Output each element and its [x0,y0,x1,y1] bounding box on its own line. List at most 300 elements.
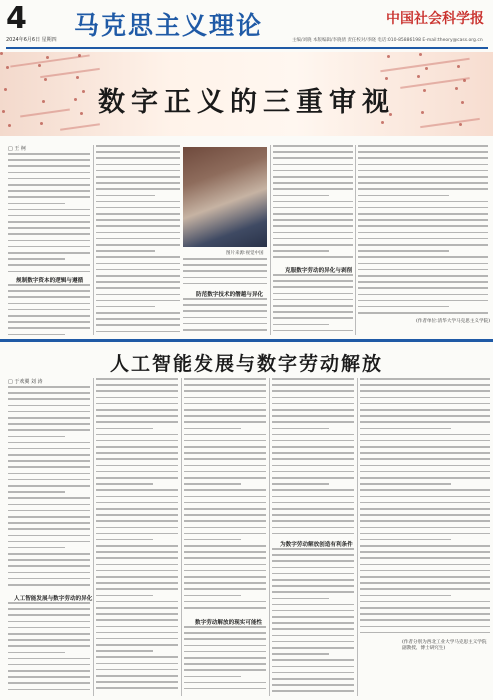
article2-text-col5 [360,378,490,636]
text-line [96,434,178,436]
text-line [96,638,178,640]
text-line [358,300,488,302]
text-line [8,633,90,635]
text-line [272,641,354,643]
text-line [272,560,354,562]
text-line [96,164,180,166]
text-line [272,678,354,680]
text-line [358,256,488,258]
text-line [8,670,90,672]
text-line [96,318,180,320]
article2-text-col3b [184,626,266,696]
text-line [360,446,490,448]
text-line [184,471,266,473]
text-line [96,331,180,333]
text-line [96,207,180,209]
text-line [272,684,354,686]
text-line [8,682,90,684]
text-line [8,689,90,691]
text-line [184,651,266,653]
text-line [96,607,178,609]
text-line [96,256,180,258]
text-line [96,650,153,652]
text-line [8,436,65,438]
text-line [358,213,488,215]
text-line [183,323,267,325]
text-line [8,190,90,192]
text-line [360,514,490,516]
text-line [360,601,490,603]
text-line [184,582,266,584]
text-line [360,483,451,485]
text-line [96,687,178,689]
text-line [8,271,90,273]
text-line [184,557,266,559]
text-line [183,264,267,266]
article2-byline: □ 于欢翼 刘 涛 [8,379,43,385]
text-line [8,165,90,167]
text-line [360,508,490,510]
text-line [272,508,354,510]
text-line [272,520,354,522]
text-line [96,601,178,603]
text-line [272,527,354,529]
text-line [8,178,90,180]
text-line [273,280,353,282]
banner-dot [78,54,81,57]
text-line [8,547,65,549]
text-line [358,287,488,289]
text-line [273,317,353,319]
banner-streak [40,68,100,78]
banner-dot [76,76,79,79]
banner-dot [8,124,11,127]
text-line [273,232,353,234]
text-line [184,514,266,516]
text-line [96,306,155,308]
text-line [273,305,353,307]
text-line [96,275,180,277]
text-line [360,477,490,479]
text-line [273,213,353,215]
banner-dot [457,65,460,68]
text-line [358,182,488,184]
text-line [272,397,354,399]
article1-text-col4b [273,274,353,336]
article2-text-col4b [272,548,354,696]
article1-text-col3a [183,258,267,290]
column-rule [355,145,356,335]
text-line [360,570,490,572]
banner-streak [420,118,480,128]
text-line [96,421,178,423]
text-line [360,440,490,442]
column-rule [270,145,271,335]
text-line [273,244,353,246]
text-line [8,386,90,388]
banner-streak [60,123,100,131]
text-line [272,598,329,600]
text-line [96,626,178,628]
text-line [360,502,490,504]
text-line [273,157,353,159]
text-line [96,300,180,302]
banner-dot [419,53,422,56]
text-line [358,281,488,283]
text-line [96,452,178,454]
text-line [273,324,329,326]
text-line [96,613,178,615]
text-line [360,409,490,411]
text-line [272,440,354,442]
text-line [8,417,90,419]
text-line [360,452,490,454]
text-line [8,639,90,641]
text-line [8,334,65,336]
text-line [8,196,90,198]
text-line [184,657,266,659]
text-line [358,170,488,172]
text-line [358,157,488,159]
text-line [96,496,178,498]
text-line [8,645,90,647]
text-line [8,621,90,623]
text-line [96,232,180,234]
text-line [96,281,180,283]
text-line [272,483,329,485]
article1-text-col5 [358,145,488,317]
text-line [184,483,241,485]
text-line [8,284,90,286]
text-line [272,591,354,593]
column-rule [269,378,270,696]
text-line [358,219,488,221]
text-line [8,233,90,235]
text-line [184,452,266,454]
text-line [8,479,90,481]
text-line [184,527,266,529]
text-line [184,588,266,590]
text-line [360,489,490,491]
text-line [360,428,451,430]
banner-dot [38,64,41,67]
text-line [96,551,178,553]
text-line [360,403,490,405]
text-line [184,551,266,553]
text-line [272,579,354,581]
banner-dot [417,75,420,78]
text-line [273,225,353,227]
text-line [8,559,90,561]
text-line [273,145,353,147]
text-line [360,533,490,535]
text-line [184,465,266,467]
text-line [360,564,490,566]
text-line [184,489,266,491]
banner-dot [0,52,3,55]
issue-date: 2024年6月6日 星期四 [6,37,57,43]
banner-dot [387,55,390,58]
text-line [184,645,266,647]
article1-byline: □ 王 柯 [8,146,26,152]
text-line [96,489,178,491]
text-line [96,656,178,658]
text-line [96,225,180,227]
text-line [96,428,153,430]
text-line [8,504,90,506]
photo-caption: 图片来源:视觉中国 [226,251,264,256]
text-line [8,398,90,400]
text-line [184,397,266,399]
text-line [8,246,90,248]
text-line [184,676,241,678]
text-line [358,312,488,314]
text-line [8,584,90,586]
text-line [273,299,353,301]
text-line [96,188,180,190]
text-line [96,195,155,197]
text-line [96,244,180,246]
text-line [8,153,90,155]
text-line [96,557,178,559]
text-line [273,286,353,288]
article1-text-col4a [273,145,353,265]
text-line [272,672,354,674]
text-line [272,628,354,630]
text-line [96,483,153,485]
text-line [8,221,90,223]
text-line [8,203,65,205]
editor-info: 主编/刘晓 本版编辑/李晓倩 责任校对/李晓 电话:010-85886198 E-mail:theory@cass.org.cn [292,38,483,43]
text-line [183,304,267,306]
text-line [8,541,90,543]
text-line [8,491,65,493]
text-line [8,315,90,317]
article2-text-col4a [272,378,354,538]
article1-text-col2 [96,145,180,335]
text-line [96,324,180,326]
text-line [8,227,90,229]
article1-subhead-1: 规制数字资本的逻辑与遵循 [16,278,84,284]
text-line [272,434,354,436]
text-line [273,188,353,190]
text-line [96,397,178,399]
text-line [273,151,353,153]
column-rule [181,378,182,696]
text-line [273,207,353,209]
text-line [96,632,178,634]
text-line [96,238,180,240]
text-line [184,520,266,522]
text-line [184,403,266,405]
text-line [360,378,490,380]
text-line [272,573,354,575]
text-line [96,595,153,597]
text-line [96,269,180,271]
article2-text-col2 [96,378,178,696]
text-line [96,403,178,405]
text-line [96,669,178,671]
text-line [8,497,90,499]
text-line [96,312,180,314]
text-line [96,440,178,442]
text-line [8,516,90,518]
text-line [8,460,90,462]
text-line [183,329,267,331]
article1-text-col1b [8,284,90,336]
text-line [272,384,354,386]
text-line [8,454,90,456]
text-line [183,258,267,260]
text-line [96,415,178,417]
text-line [272,653,329,655]
text-line [360,434,490,436]
text-line [272,604,354,606]
text-line [272,415,354,417]
text-line [8,510,90,512]
text-line [184,564,266,566]
text-line [184,533,266,535]
text-line [184,626,266,628]
text-line [184,638,266,640]
text-line [8,535,90,537]
text-line [360,496,490,498]
text-line [272,477,354,479]
text-line [8,627,90,629]
text-line [273,330,353,332]
text-line [96,145,180,147]
text-line [96,527,178,529]
text-line [273,164,353,166]
text-line [272,378,354,380]
text-line [360,421,490,423]
text-line [8,321,90,323]
text-line [8,658,90,660]
text-line [8,565,90,567]
text-line [358,269,488,271]
text-line [360,415,490,417]
text-line [272,666,354,668]
text-line [96,675,178,677]
text-line [360,527,490,529]
text-line [96,508,178,510]
text-line [184,607,266,609]
text-line [273,201,353,203]
text-line [8,485,90,487]
text-line [96,588,178,590]
text-line [273,219,353,221]
text-line [358,164,488,166]
text-line [184,688,266,690]
text-line [272,514,354,516]
text-line [360,520,490,522]
text-line [273,256,353,258]
paper-logo: 中国社会科学报 [386,11,484,27]
text-line [183,317,267,319]
text-line [8,252,90,254]
text-line [360,607,490,609]
text-line [96,570,178,572]
text-line [360,551,490,553]
text-line [273,250,329,252]
text-line [360,390,490,392]
text-line [184,378,266,380]
text-line [184,446,266,448]
text-line [8,423,90,425]
column-rule [93,145,94,335]
article1-subhead-3: 克服数字劳动的异化与剥削 [285,268,353,274]
text-line [360,626,490,628]
text-line [360,582,490,584]
text-line [96,644,178,646]
text-line [8,572,90,574]
text-line [8,327,90,329]
article2-text-col1a [8,386,90,592]
banner-dot [40,122,43,125]
text-line [184,428,241,430]
text-line [184,384,266,386]
text-line [273,293,353,295]
text-line [358,207,488,209]
article2-subhead-2: 数字劳动解放的现实可能性 [195,620,263,626]
text-line [8,264,90,266]
article1-author-note: (作者单位:清华大学马克思主义学院) [415,319,490,324]
text-line [183,277,267,279]
text-line [272,610,354,612]
article2-author-note: (作者分别为西北工业大学马克思主义学院副教授、博士研究生) [402,640,487,651]
text-line [8,258,65,260]
text-line [358,250,449,252]
text-line [184,570,266,572]
text-line [183,270,267,272]
text-line [358,188,488,190]
text-line [96,446,178,448]
text-line [184,682,266,684]
text-line [358,238,488,240]
article1-text-col3b [183,298,267,336]
text-line [358,306,449,308]
text-line [358,275,488,277]
text-line [273,195,329,197]
text-line [272,567,354,569]
text-line [273,311,353,313]
text-line [358,145,488,147]
text-line [8,448,90,450]
text-line [360,384,490,386]
text-line [272,428,329,430]
text-line [8,652,65,654]
text-line [8,159,90,161]
text-line [360,458,490,460]
text-line [360,619,490,621]
text-line [8,608,90,610]
article1-text-col1a [8,153,90,275]
article2-subhead-3: 为数字劳动解放创造有利条件 [280,542,353,548]
text-line [96,514,178,516]
text-line [360,465,490,467]
text-line [272,390,354,392]
article-photo [183,147,267,247]
text-line [358,176,488,178]
text-line [8,553,90,555]
text-line [96,471,178,473]
text-line [96,545,178,547]
article2-text-col3a [184,378,266,616]
text-line [360,545,490,547]
text-line [272,690,354,692]
text-line [96,477,178,479]
text-line [360,539,451,541]
